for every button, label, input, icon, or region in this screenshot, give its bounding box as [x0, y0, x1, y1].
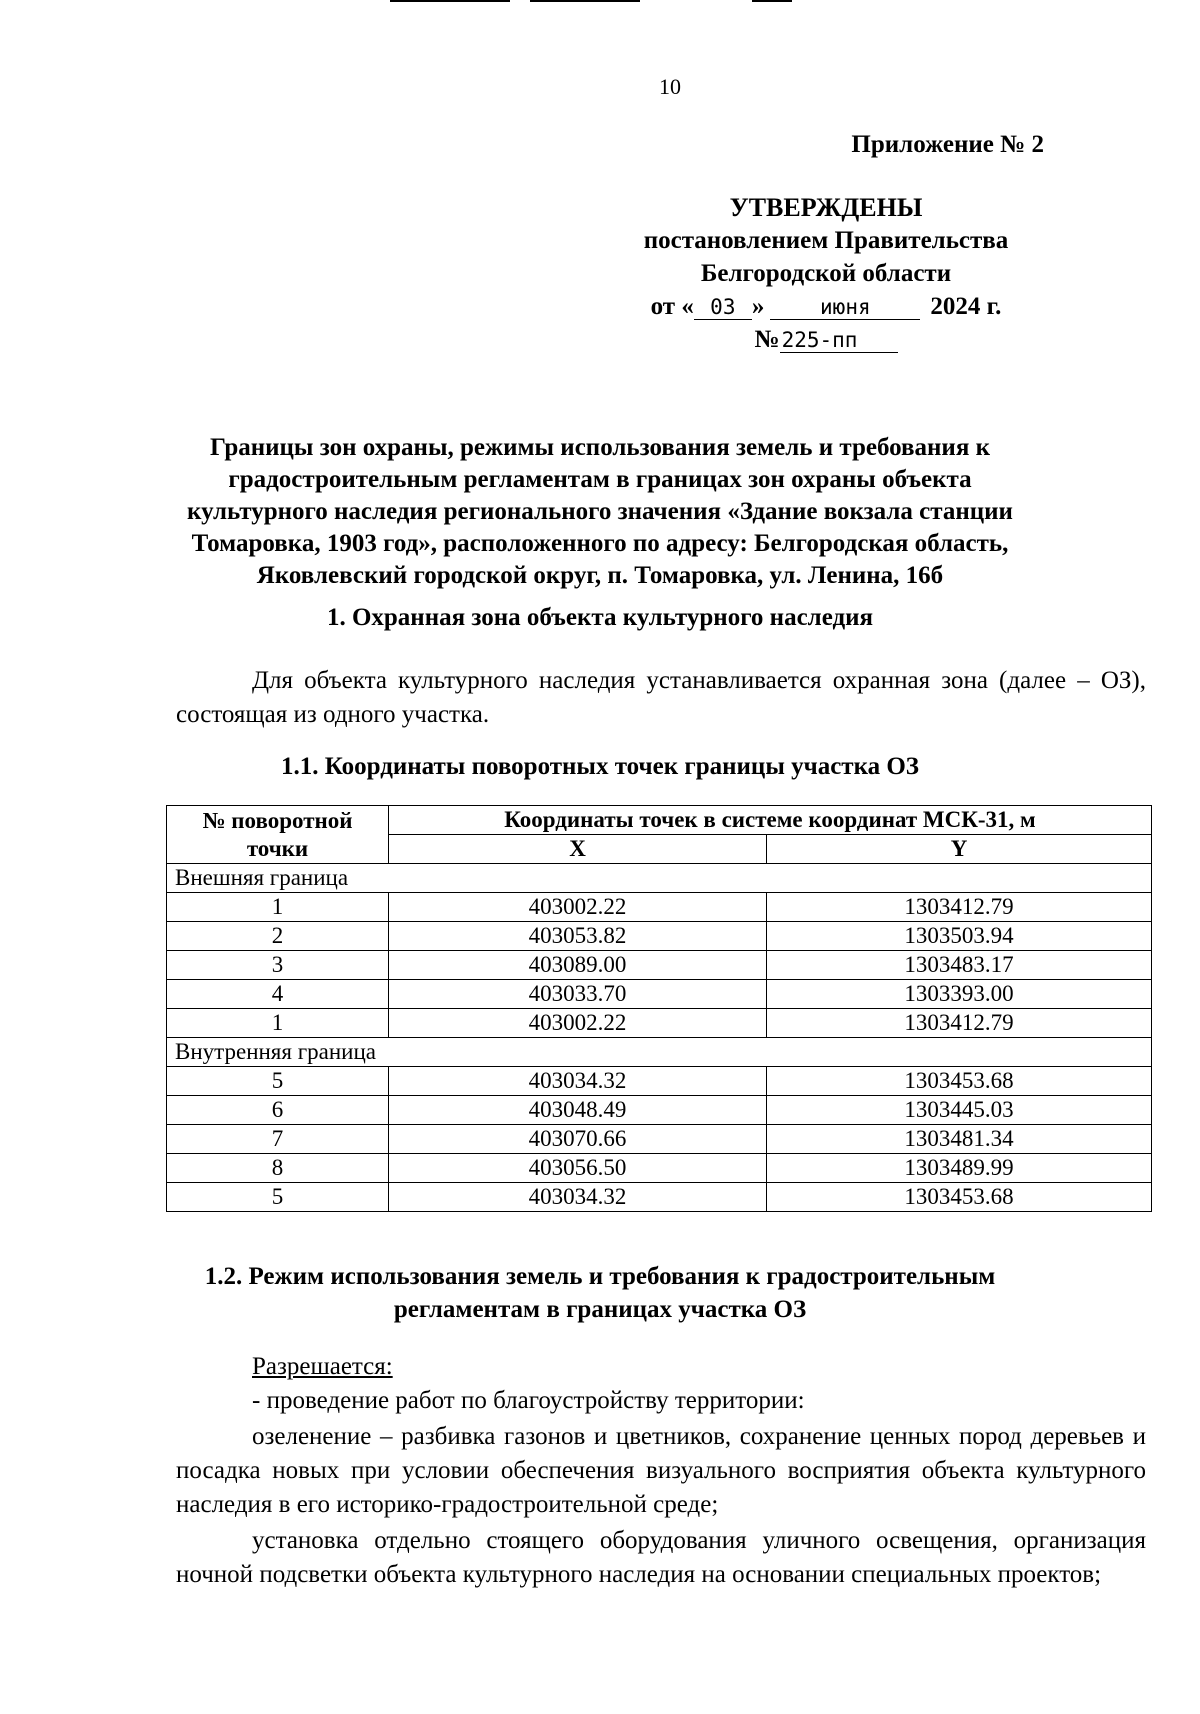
approval-block [616, 128, 1044, 356]
point-number: 1 [167, 1009, 389, 1038]
point-number: 8 [167, 1154, 389, 1183]
table-row [167, 1067, 1152, 1096]
x-value: 403070.66 [389, 1125, 767, 1154]
section-1-2-heading-line2: регламентам в границах участка ОЗ [393, 1296, 807, 1323]
attachment-label: Приложение № 2 [851, 131, 1044, 158]
section-1-intro: Для объекта культурного наследия устанавливается охранная зона (далее – ОЗ), состоящая из одного участка. [176, 667, 1146, 728]
table-row [167, 1183, 1152, 1212]
group-label: Внутренняя граница [167, 1038, 1152, 1067]
y-value: 1303393.00 [767, 980, 1152, 1009]
section-1-1-heading: 1.1. Координаты поворотных точек границы участка ОЗ [281, 753, 919, 780]
table-row [167, 922, 1152, 951]
point-number: 6 [167, 1096, 389, 1125]
table-row [167, 1009, 1152, 1038]
section-1-2-heading-line1: 1.2. Режим использования земель и требования к градостроительным [204, 1263, 996, 1290]
table-row [167, 1096, 1152, 1125]
date-mid: » [751, 293, 765, 320]
y-value: 1303453.68 [767, 1183, 1152, 1212]
y-value: 1303445.03 [767, 1096, 1152, 1125]
point-number: 1 [167, 893, 389, 922]
x-value: 403034.32 [389, 1183, 767, 1212]
date-year: 2024 г. [930, 293, 1002, 320]
point-number: 2 [167, 922, 389, 951]
document-title: Границы зон охраны, режимы использования земель и требования к градостроительным регламентам в границах зон охраны объекта культурного наследия регионального значения «Здание вокзала станции Томаровка, 1903 год», расположенного по адресу: Белгородская область, Яковлевский городской округ, п. Томаровка, ул. Ленина, 16б [187, 434, 1013, 589]
y-value: 1303412.79 [767, 893, 1152, 922]
number-prefix: № [754, 326, 780, 353]
x-value: 403034.32 [389, 1067, 767, 1096]
paragraph-greening: озеленение – разбивка газонов и цветников, сохранение ценных пород деревьев и посадка новых при условии обеспечения визуального восприятия объекта культурного наследия в его историко-градостроительной среде; [176, 1423, 1146, 1518]
x-value: 403053.82 [389, 922, 767, 951]
y-value: 1303481.34 [767, 1125, 1152, 1154]
x-value: 403002.22 [389, 1009, 767, 1038]
table-row [167, 980, 1152, 1009]
point-number: 3 [167, 951, 389, 980]
date-prefix: от « [650, 293, 694, 320]
header-x: X [389, 835, 767, 864]
x-value: 403033.70 [389, 980, 767, 1009]
date-month: июня [770, 295, 920, 320]
table-row [167, 1154, 1152, 1183]
group-label: Внешняя граница [167, 864, 1152, 893]
scan-edge-mark [752, 0, 792, 2]
allowed-label: Разрешается: [252, 1353, 393, 1380]
y-value: 1303503.94 [767, 922, 1152, 951]
section-1-2-heading [170, 1260, 1030, 1326]
approval-date [616, 290, 1036, 323]
header-point-number: № поворотной точки [167, 806, 389, 864]
scan-edge-mark [390, 0, 510, 2]
number-value: 225-пп [780, 328, 898, 353]
coordinates-table [166, 805, 1152, 1212]
table-row [167, 951, 1152, 980]
table-row [167, 893, 1152, 922]
y-value: 1303483.17 [767, 951, 1152, 980]
table-row [167, 1125, 1152, 1154]
approved-region-line: Белгородской области [700, 260, 952, 287]
point-number: 4 [167, 980, 389, 1009]
date-day: 03 [694, 295, 752, 320]
y-value: 1303453.68 [767, 1067, 1152, 1096]
header-coordinates: Координаты точек в системе координат МСК-31, м [389, 806, 1152, 835]
scan-edge-mark [530, 0, 640, 2]
y-value: 1303489.99 [767, 1154, 1152, 1183]
approval-number [616, 323, 1036, 356]
x-value: 403002.22 [389, 893, 767, 922]
paragraph-lighting: установка отдельно стоящего оборудования уличного освещения, организация ночной подсветки объекта культурного наследия на основании специальных проектов; [176, 1527, 1146, 1588]
approved-heading: УТВЕРЖДЕНЫ [729, 193, 923, 222]
section-1-heading: 1. Охранная зона объекта культурного наследия [326, 604, 874, 631]
x-value: 403089.00 [389, 951, 767, 980]
y-value: 1303412.79 [767, 1009, 1152, 1038]
x-value: 403048.49 [389, 1096, 767, 1125]
point-number: 5 [167, 1067, 389, 1096]
allowed-item-landscaping: - проведение работ по благоустройству территории: [252, 1387, 805, 1414]
page-number: 10 [659, 74, 681, 99]
header-y: Y [767, 835, 1152, 864]
point-number: 5 [167, 1183, 389, 1212]
approved-by-line: постановлением Правительства [643, 227, 1009, 254]
x-value: 403056.50 [389, 1154, 767, 1183]
point-number: 7 [167, 1125, 389, 1154]
